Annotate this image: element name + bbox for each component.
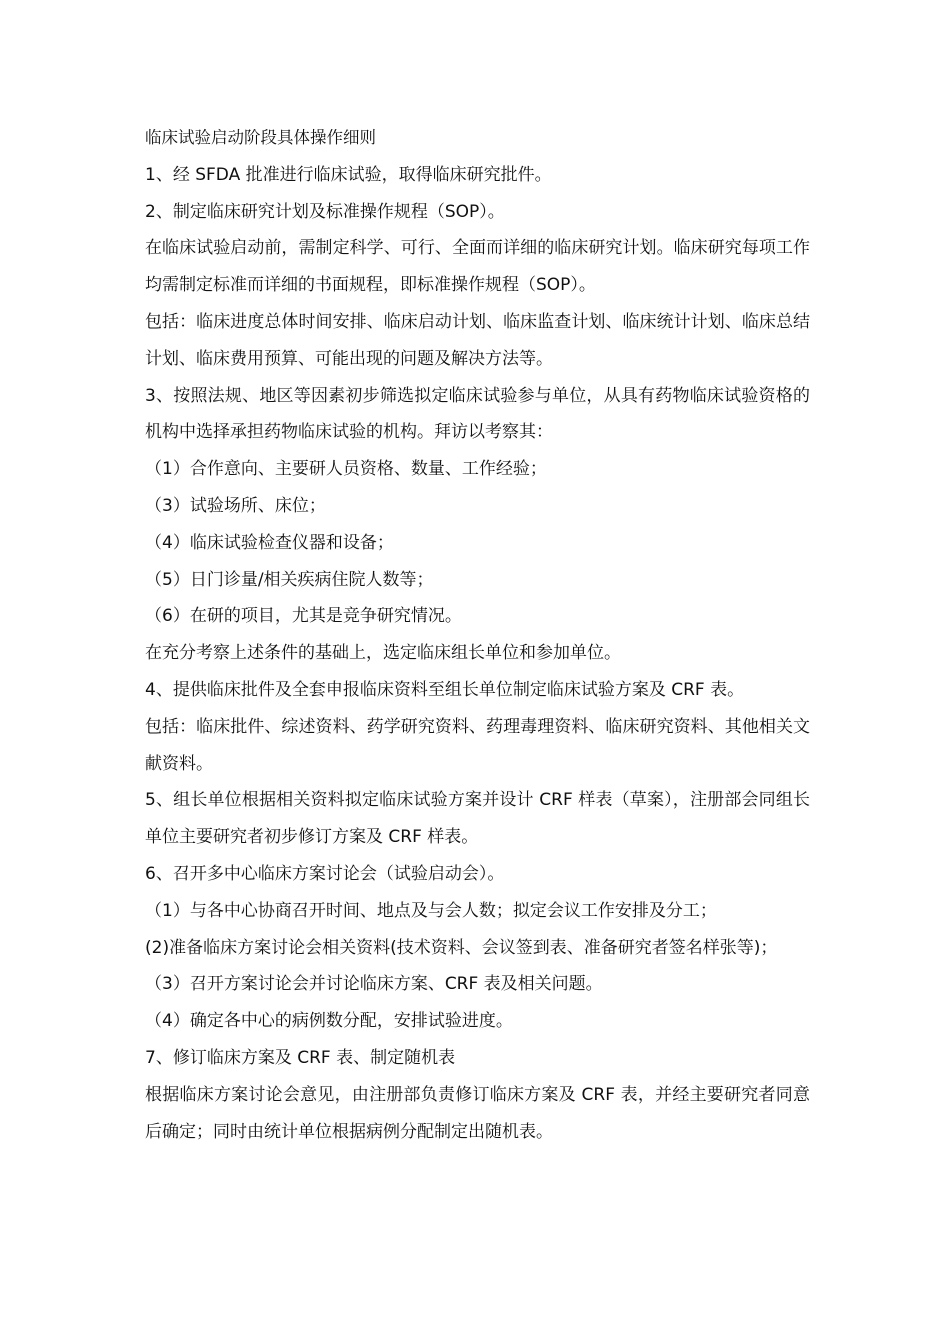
paragraph-step-1: 1、经 SFDA 批准进行临床试验，取得临床研究批件。: [145, 164, 552, 185]
paragraph-step-6-item-2: (2)准备临床方案讨论会相关资料(技术资料、会议签到表、准备研究者签名样张等)；: [145, 937, 778, 958]
paragraph-step-2: 2、制定临床研究计划及标准操作规程（SOP）。: [145, 201, 505, 222]
paragraph-step-3-item-3: （3）试验场所、床位；: [145, 495, 326, 516]
document-title: 临床试验启动阶段具体操作细则: [145, 128, 376, 147]
document-body: [145, 120, 810, 1150]
paragraph-step-6: 6、召开多中心临床方案讨论会（试验启动会）。: [145, 863, 505, 884]
paragraph-step-4: 4、提供临床批件及全套申报临床资料至组长单位制定临床试验方案及 CRF 表。: [145, 679, 745, 700]
paragraph-step-3-item-6: （6）在研的项目，尤其是竞争研究情况。: [145, 606, 462, 627]
paragraph-step-3-item-4: （4）临床试验检查仪器和设备；: [145, 532, 394, 553]
paragraph-step-3-item-5: （5）日门诊量/相关疾病住院人数等；: [145, 569, 434, 590]
paragraph-step-7: 7、修订临床方案及 CRF 表、制定随机表: [145, 1047, 456, 1068]
paragraph-step-3-item-1: （1）合作意向、主要研人员资格、数量、工作经验；: [145, 459, 547, 480]
paragraph-step-3-conclusion: 在充分考察上述条件的基础上，选定临床组长单位和参加单位。: [145, 643, 621, 664]
paragraph-step-5: 5、组长单位根据相关资料拟定临床试验方案并设计 CRF 样表（草案），注册部会同组长单位主要研究者初步修订方案及 CRF 样表。: [145, 790, 810, 848]
paragraph-step-6-item-3: （3）召开方案讨论会并讨论临床方案、CRF 表及相关问题。: [145, 974, 603, 995]
paragraph-step-7-detail: 根据临床方案讨论会意见，由注册部负责修订临床方案及 CRF 表，并经主要研究者同意后确定；同时由统计单位根据病例分配制定出随机表。: [145, 1084, 810, 1142]
paragraph-step-2-includes: 包括：临床进度总体时间安排、临床启动计划、临床监查计划、临床统计计划、临床总结计划、临床费用预算、可能出现的问题及解决方法等。: [145, 311, 810, 369]
paragraph-step-6-item-1: （1）与各中心协商召开时间、地点及与会人数；拟定会议工作安排及分工；: [145, 900, 717, 921]
paragraph-step-4-includes: 包括：临床批件、综述资料、药学研究资料、药理毒理资料、临床研究资料、其他相关文献资料。: [145, 716, 810, 774]
paragraph-step-6-item-4: （4）确定各中心的病例数分配，安排试验进度。: [145, 1011, 513, 1032]
paragraph-step-3: 3、按照法规、地区等因素初步筛选拟定临床试验参与单位，从具有药物临床试验资格的机构中选择承担药物临床试验的机构。拜访以考察其：: [145, 385, 810, 443]
paragraph-step-2-detail: 在临床试验启动前，需制定科学、可行、全面而详细的临床研究计划。临床研究每项工作均需制定标准而详细的书面规程，即标准操作规程（SOP）。: [145, 238, 810, 296]
